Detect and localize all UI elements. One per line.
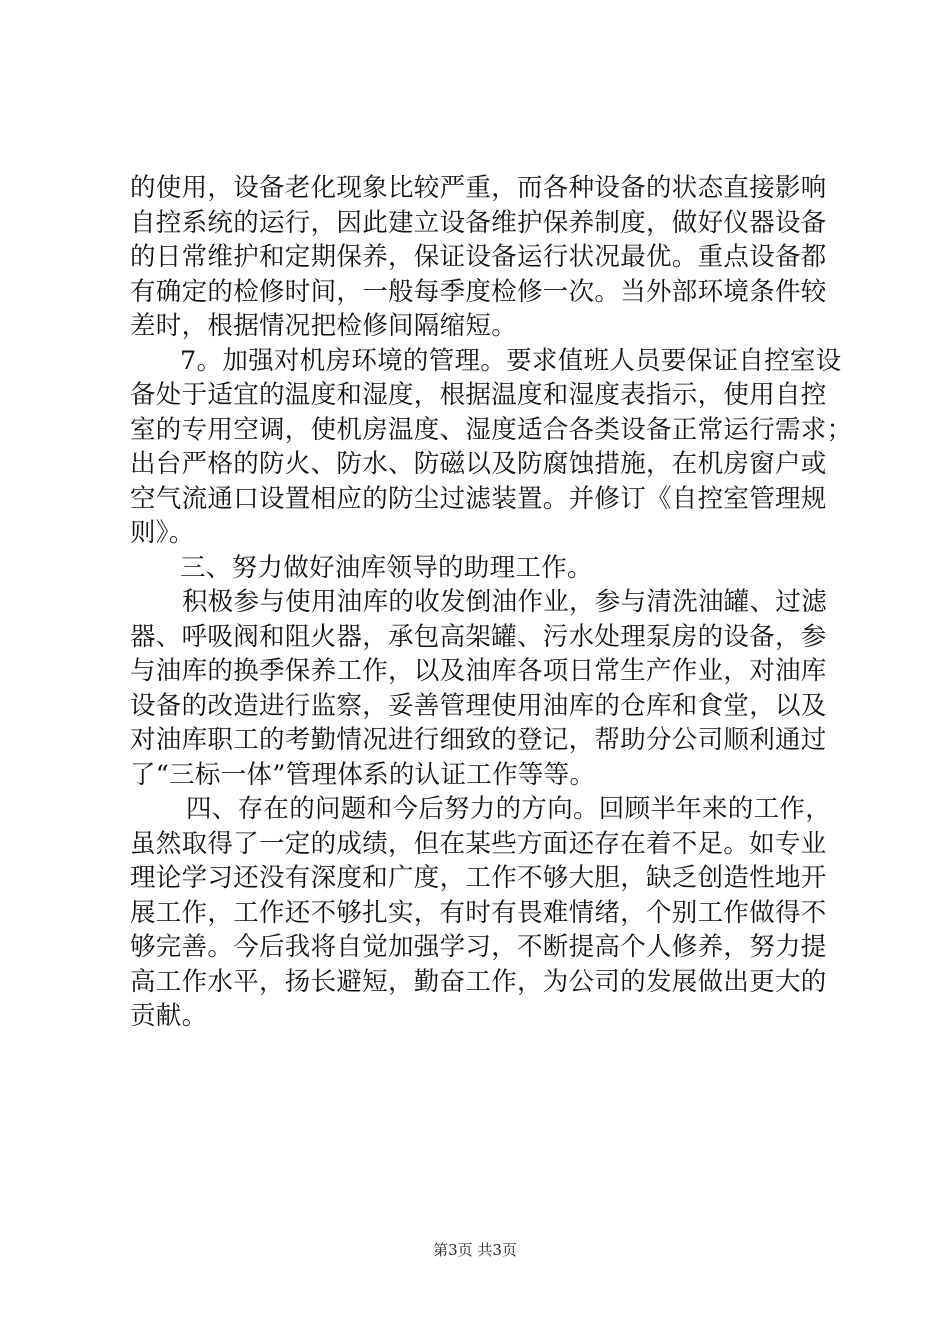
document-body [130,171,853,1034]
paragraph-start-line: 积极参与使用油库的收发倒油作业，参与清洗油罐、过滤 [182,587,828,617]
text-line: 空气流通口设置相应的防尘过滤装置。并修订《自控室管理规 [130,483,827,514]
text-line: 自控系统的运行，因此建立设备维护保养制度，做好仪器设备 [130,207,827,238]
page-number-footer: 第3页 共3页 [433,1241,517,1259]
section-heading: 四、存在的问题和今后努力的方向。回顾半年来的工作， [186,794,832,824]
text-line: 出台严格的防火、防水、防磁以及防腐蚀措施，在机房窗户或 [130,449,827,479]
text-line: 的日常维护和定期保养，保证设备运行状况最优。重点设备都 [130,242,827,272]
text-line: 贡献。 [130,1001,208,1031]
text-line: 对油库职工的考勤情况进行细致的登记，帮助分公司顺利通过 [130,725,827,755]
text-line: 与油库的换季保养工作，以及油库各项日常生产作业，对油库 [130,656,827,686]
section-heading: 三、努力做好油库领导的助理工作。 [180,552,593,583]
text-line: 展工作，工作还不够扎实，有时有畏难情绪，个别工作做得不 [130,897,827,928]
text-line: 理论学习还没有深度和广度，工作不够大胆，缺乏创造性地开 [130,863,827,893]
text-line: 的使用，设备老化现象比较严重，而各种设备的状态直接影响 [130,173,827,203]
text-line: 室的专用空调，使机房温度、湿度适合各类设备正常运行需求； [130,414,853,445]
text-line: 高工作水平，扬长避短，勤奋工作，为公司的发展做出更大的 [130,966,827,997]
text-line: 差时，根据情况把检修间隔缩短。 [130,311,518,341]
text-line: 则》。 [130,518,195,548]
text-line: 够完善。今后我将自觉加强学习，不断提高个人修养，努力提 [130,932,827,962]
text-line: 器、呼吸阀和阻火器，承包高架罐、污水处理泵房的设备，参 [130,621,827,652]
text-line: 设备的改造进行监察，妥善管理使用油库的仓库和食堂，以及 [130,690,827,721]
text-line: 备处于适宜的温度和湿度，根据温度和湿度表指示，使用自控 [130,380,827,410]
paragraph-start-line: 7。加强对机房环境的管理。要求值班人员要保证自控室设 [180,345,842,376]
text-line: 虽然取得了一定的成绩，但在某些方面还存在着不足。如专业 [130,828,827,859]
text-line: 了“三标一体”管理体系的认证工作等等。 [130,759,596,790]
text-line: 有确定的检修时间，一般每季度检修一次。当外部环境条件较 [130,276,827,307]
